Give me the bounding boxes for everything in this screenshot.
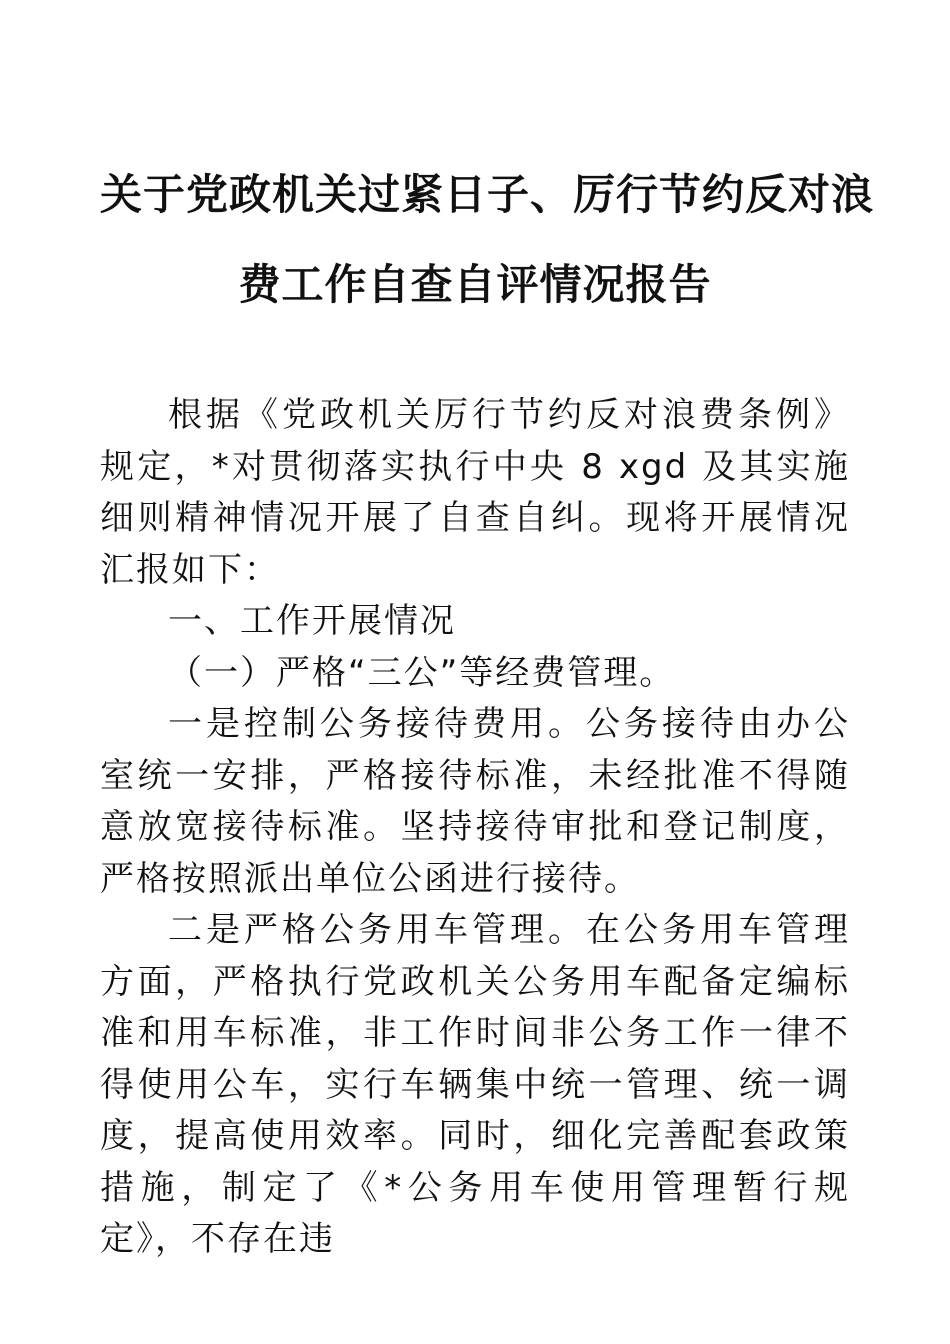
subsection-heading-1: （一）严格“三公”等经费管理。 [168, 652, 676, 693]
paragraph-reception: 一是控制公务接待费用。公务接待由办公室统一安排，严格接待标准，未经批准不得随意放宽接待标准。坚持接待审批和登记制度，严格按照派出单位公函进行接待。 [100, 704, 850, 899]
title-line-1: 关于党政机关过紧日子、厉行节约反对浪 [100, 170, 875, 219]
paragraph-vehicle: 二是严格公务用车管理。在公务用车管理方面，严格执行党政机关公务用车配备定编标准和用车标准，非工作时间非公务工作一律不得使用公车，实行车辆集中统一管理、统一调度，提高使用效率。同时，细化完善配套政策措施，制定了《*公务用车使用管理暂行规定》，不存在违 [100, 910, 850, 1259]
paragraph-intro: 根据《党政机关厉行节约反对浪费条例》规定，*对贯彻落实执行中央 8 xgd 及其实施细则精神情况开展了自查自纠。现将开展情况汇报如下： [100, 395, 850, 590]
document-title [100, 0, 875, 330]
section-heading-1: 一、工作开展情况 [168, 601, 456, 641]
title-line-2: 费工作自查自评情况报告 [238, 260, 712, 309]
document-body [100, 390, 850, 1266]
